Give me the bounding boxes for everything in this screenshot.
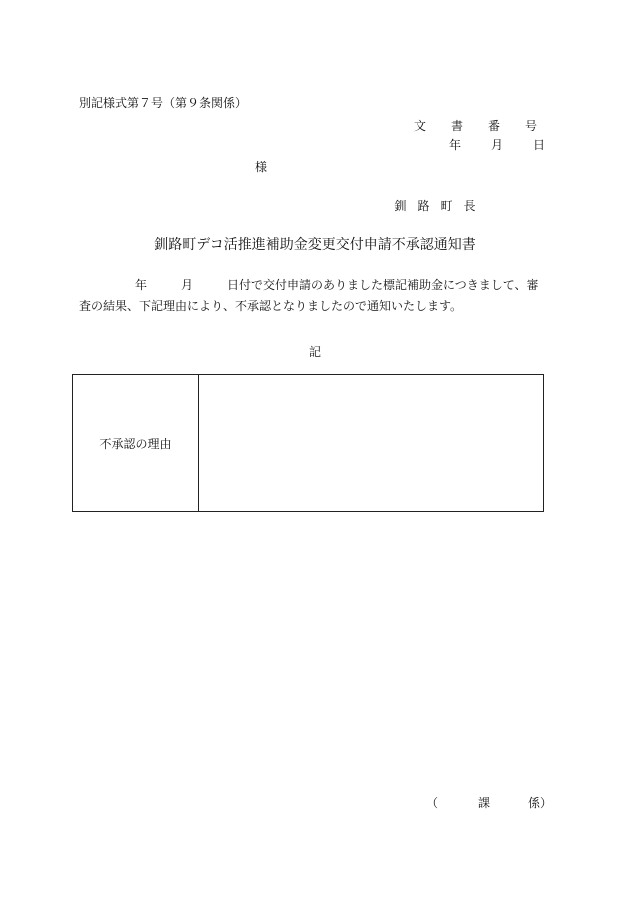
body-line-1-text: 日付で交付申請のありました標記補助金につきまして、審 <box>227 278 539 292</box>
body-month: 月 <box>181 278 194 292</box>
body-year: 年 <box>135 278 148 292</box>
reason-label-cell <box>73 375 199 511</box>
recipient-suffix: 様 <box>255 160 268 174</box>
sender-char: 町 <box>440 199 453 213</box>
sender <box>389 200 481 212</box>
doc-number-char: 号 <box>524 119 538 133</box>
document-date <box>434 139 560 151</box>
department-contact <box>426 797 552 809</box>
reason-table <box>72 374 544 512</box>
form-number: 別記様式第７号（第９条関係） <box>79 96 248 110</box>
document-number-label <box>402 120 550 132</box>
dept-open-paren: （ <box>425 796 438 810</box>
ki-heading: 記 <box>308 345 321 359</box>
dept-ka: 課 <box>477 796 490 810</box>
document-title: 釧路町デコ活推進補助金変更交付申請不承認通知書 <box>154 237 476 253</box>
sender-char: 長 <box>463 199 476 213</box>
sender-char: 釧 <box>394 199 407 213</box>
sender-char: 路 <box>417 199 430 213</box>
date-month: 月 <box>490 138 503 152</box>
body-line-1 <box>79 279 539 291</box>
date-year: 年 <box>448 138 461 152</box>
dept-kakari: 係） <box>527 796 552 810</box>
doc-number-char: 文 <box>413 119 427 133</box>
doc-number-char: 番 <box>487 119 501 133</box>
body-line-2: 査の結果、下記理由により、不承認となりましたので通知いたします。 <box>79 299 463 313</box>
reason-value-cell <box>199 375 543 511</box>
reason-label: 不承認の理由 <box>99 436 172 451</box>
doc-number-char: 書 <box>450 119 464 133</box>
date-day: 日 <box>532 138 545 152</box>
